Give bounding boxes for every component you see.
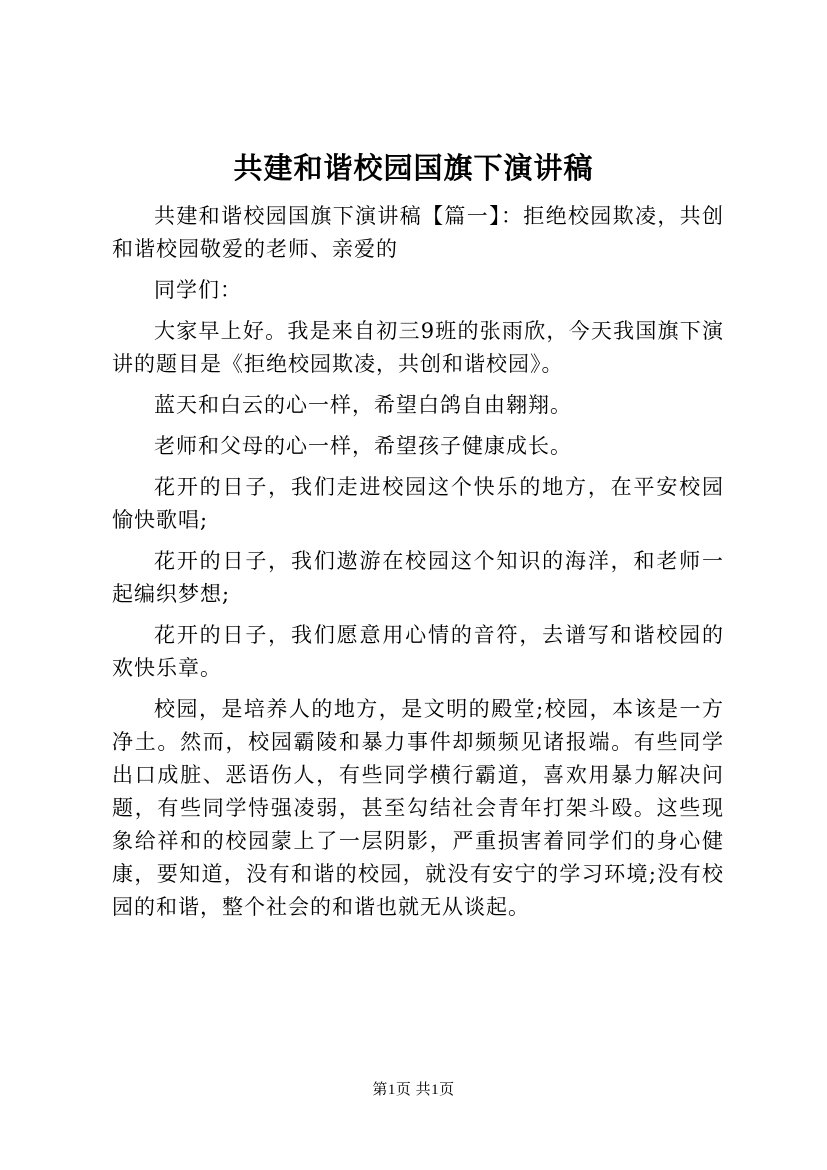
paragraph: 花开的日子，我们遨游在校园这个知识的海洋，和老师一起编织梦想; <box>112 549 724 606</box>
document-body <box>112 200 724 932</box>
paragraph: 大家早上好。我是来自初三9班的张雨欣，今天我国旗下演讲的题目是《拒绝校园欺凌，共创和谐校园》。 <box>112 319 724 376</box>
paragraph: 花开的日子，我们愿意用心情的音符，去谱写和谐校园的欢快乐章。 <box>112 623 724 680</box>
page-footer: 第1页 共1页 <box>372 1082 455 1098</box>
paragraph: 共建和谐校园国旗下演讲稿【篇一】：拒绝校园欺凌，共创和谐校园敬爱的老师、亲爱的 <box>112 204 724 261</box>
paragraph: 花开的日子，我们走进校园这个快乐的地方，在平安校园愉快歌唱; <box>112 475 724 532</box>
paragraph: 老师和父母的心一样，希望孩子健康成长。 <box>154 434 572 458</box>
paragraph: 同学们： <box>154 278 242 302</box>
paragraph: 校园，是培养人的地方，是文明的殿堂;校园，本该是一方净土。然而，校园霸陵和暴力事件却频频见诸报端。有些同学出口成脏、恶语伤人，有些同学横行霸道，喜欢用暴力解决问题，有些同学恃强凌弱，甚至勾结社会青年打架斗殴。这些现象给祥和的校园蒙上了一层阴影，严重损害着同学们的身心健康，要知道，没有和谐的校园，就没有安宁的学习环境;没有校园的和谐，整个社会的和谐也就无从谈起。 <box>112 697 724 919</box>
document-title: 共建和谐校园国旗下演讲稿 <box>233 151 594 185</box>
paragraph: 蓝天和白云的心一样，希望白鸽自由翱翔。 <box>154 393 572 417</box>
